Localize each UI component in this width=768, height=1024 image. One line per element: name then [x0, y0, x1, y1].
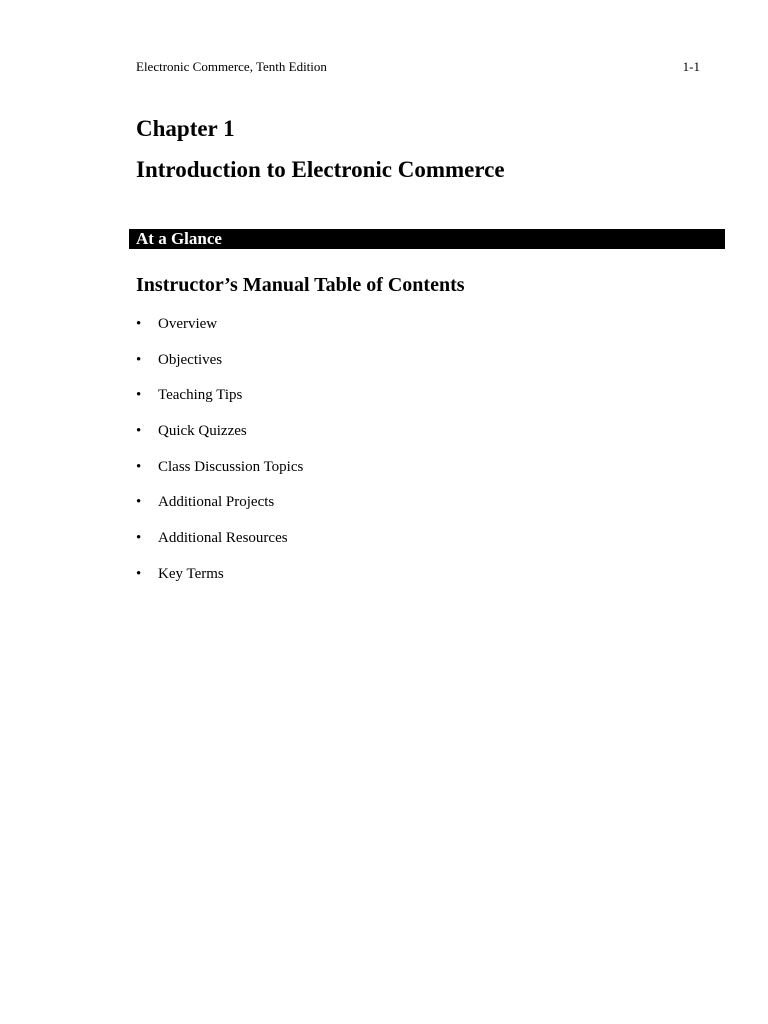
- toc-item-label: Additional Projects: [158, 494, 275, 511]
- toc-item-objectives: [136, 349, 636, 385]
- chapter-number: Chapter 1: [136, 116, 235, 141]
- toc-item-label: Teaching Tips: [158, 387, 243, 404]
- toc-item-label: Objectives: [158, 351, 223, 368]
- page-header: [136, 58, 700, 76]
- bullet-icon: •: [136, 458, 142, 475]
- toc-item-label: Key Terms: [158, 565, 224, 582]
- bullet-icon: •: [136, 423, 142, 440]
- toc-item-additional-resources: [136, 527, 636, 563]
- bullet-icon: •: [136, 530, 142, 547]
- bullet-icon: •: [136, 316, 142, 332]
- page-number: 1-1: [682, 59, 700, 74]
- bullet-icon: •: [136, 565, 142, 582]
- toc-item-overview: [136, 313, 636, 349]
- toc-item-quick-quizzes: [136, 420, 636, 456]
- toc-item-class-discussion-topics: [136, 456, 636, 492]
- toc-item-label: Quick Quizzes: [158, 423, 247, 440]
- at-a-glance-bar: [129, 229, 725, 249]
- toc-list: [136, 313, 636, 599]
- header-title: Electronic Commerce, Tenth Edition: [136, 59, 327, 74]
- toc-heading: Instructor’s Manual Table of Contents: [136, 274, 465, 296]
- chapter-title: Introduction to Electronic Commerce: [136, 157, 505, 182]
- bullet-icon: •: [136, 351, 142, 368]
- toc-item-teaching-tips: [136, 384, 636, 420]
- toc-item-key-terms: [136, 563, 636, 599]
- toc-item-label: Overview: [158, 316, 218, 332]
- toc-item-additional-projects: [136, 491, 636, 527]
- toc-item-label: Additional Resources: [158, 530, 288, 547]
- toc-item-label: Class Discussion Topics: [158, 458, 304, 475]
- bullet-icon: •: [136, 494, 142, 511]
- bullet-icon: •: [136, 387, 142, 404]
- at-a-glance-label: At a Glance: [136, 229, 222, 248]
